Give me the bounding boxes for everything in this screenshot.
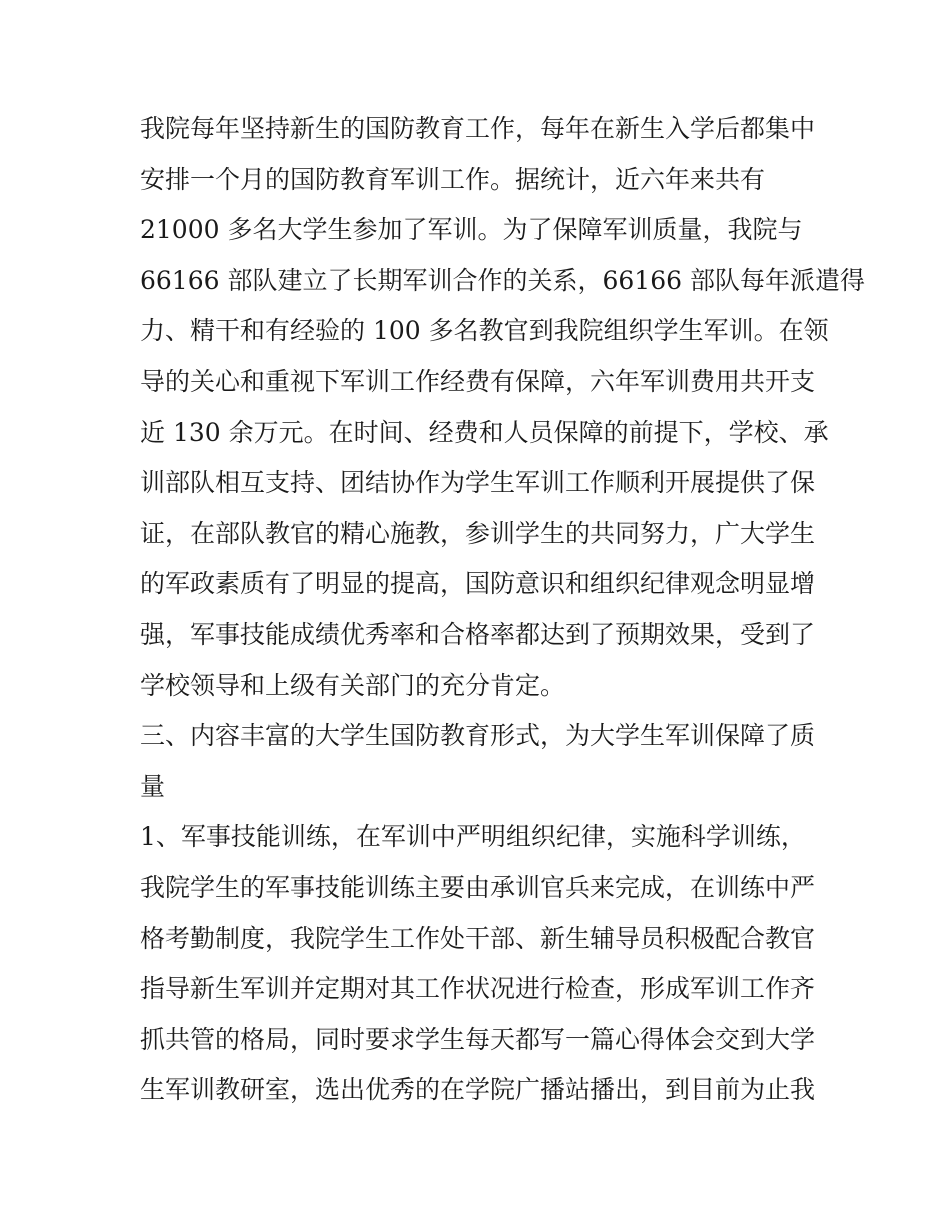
- text-line: 训部队相互支持、团结协作为学生军训工作顺利开展提供了保: [140, 468, 816, 498]
- text-line: 力、精干和有经验的 100 多名教官到我院组织学生军训。在领: [140, 316, 829, 346]
- text-line: 学校领导和上级有关部门的充分肯定。: [140, 670, 566, 700]
- body-text: [140, 104, 865, 1116]
- text-line: 格考勤制度，我院学生工作处干部、新生辅导员积极配合教官: [140, 923, 816, 953]
- text-line: 21000 多名大学生参加了军训。为了保障军训质量，我院与: [140, 215, 803, 245]
- text-line: 指导新生军训并定期对其工作状况进行检查，形成军训工作齐: [140, 974, 816, 1004]
- subsection-heading: 1、军事技能训练，在军训中严明组织纪律，实施科学训练，: [140, 822, 806, 852]
- text-line: 的军政素质有了明显的提高，国防意识和组织纪律观念明显增: [140, 569, 816, 599]
- text-line: 近 130 余万元。在时间、经费和人员保障的前提下，学校、承: [140, 417, 829, 447]
- text-line: 我院每年坚持新生的国防教育工作，每年在新生入学后都集中: [140, 114, 816, 143]
- text-line: 我院学生的军事技能训练主要由承训官兵来完成，在训练中严: [140, 872, 816, 902]
- text-line: 导的关心和重视下军训工作经费有保障，六年军训费用共开支: [140, 366, 816, 396]
- section-heading: 三、内容丰富的大学生国防教育形式，为大学生军训保障了质: [140, 721, 816, 751]
- section-heading-continued: 量: [140, 771, 166, 801]
- text-line: 强，军事技能成绩优秀率和合格率都达到了预期效果，受到了: [140, 619, 816, 649]
- text-line: 66166 部队建立了长期军训合作的关系，66166 部队每年派遣得: [140, 265, 865, 295]
- text-line: 安排一个月的国防教育军训工作。据统计，近六年来共有: [140, 164, 766, 194]
- text-line: 证，在部队教官的精心施教，参训学生的共同努力，广大学生: [140, 518, 816, 548]
- text-line: 抓共管的格局，同时要求学生每天都写一篇心得体会交到大学: [140, 1024, 816, 1054]
- text-line: 生军训教研室，选出优秀的在学院广播站播出，到目前为止我: [140, 1075, 816, 1105]
